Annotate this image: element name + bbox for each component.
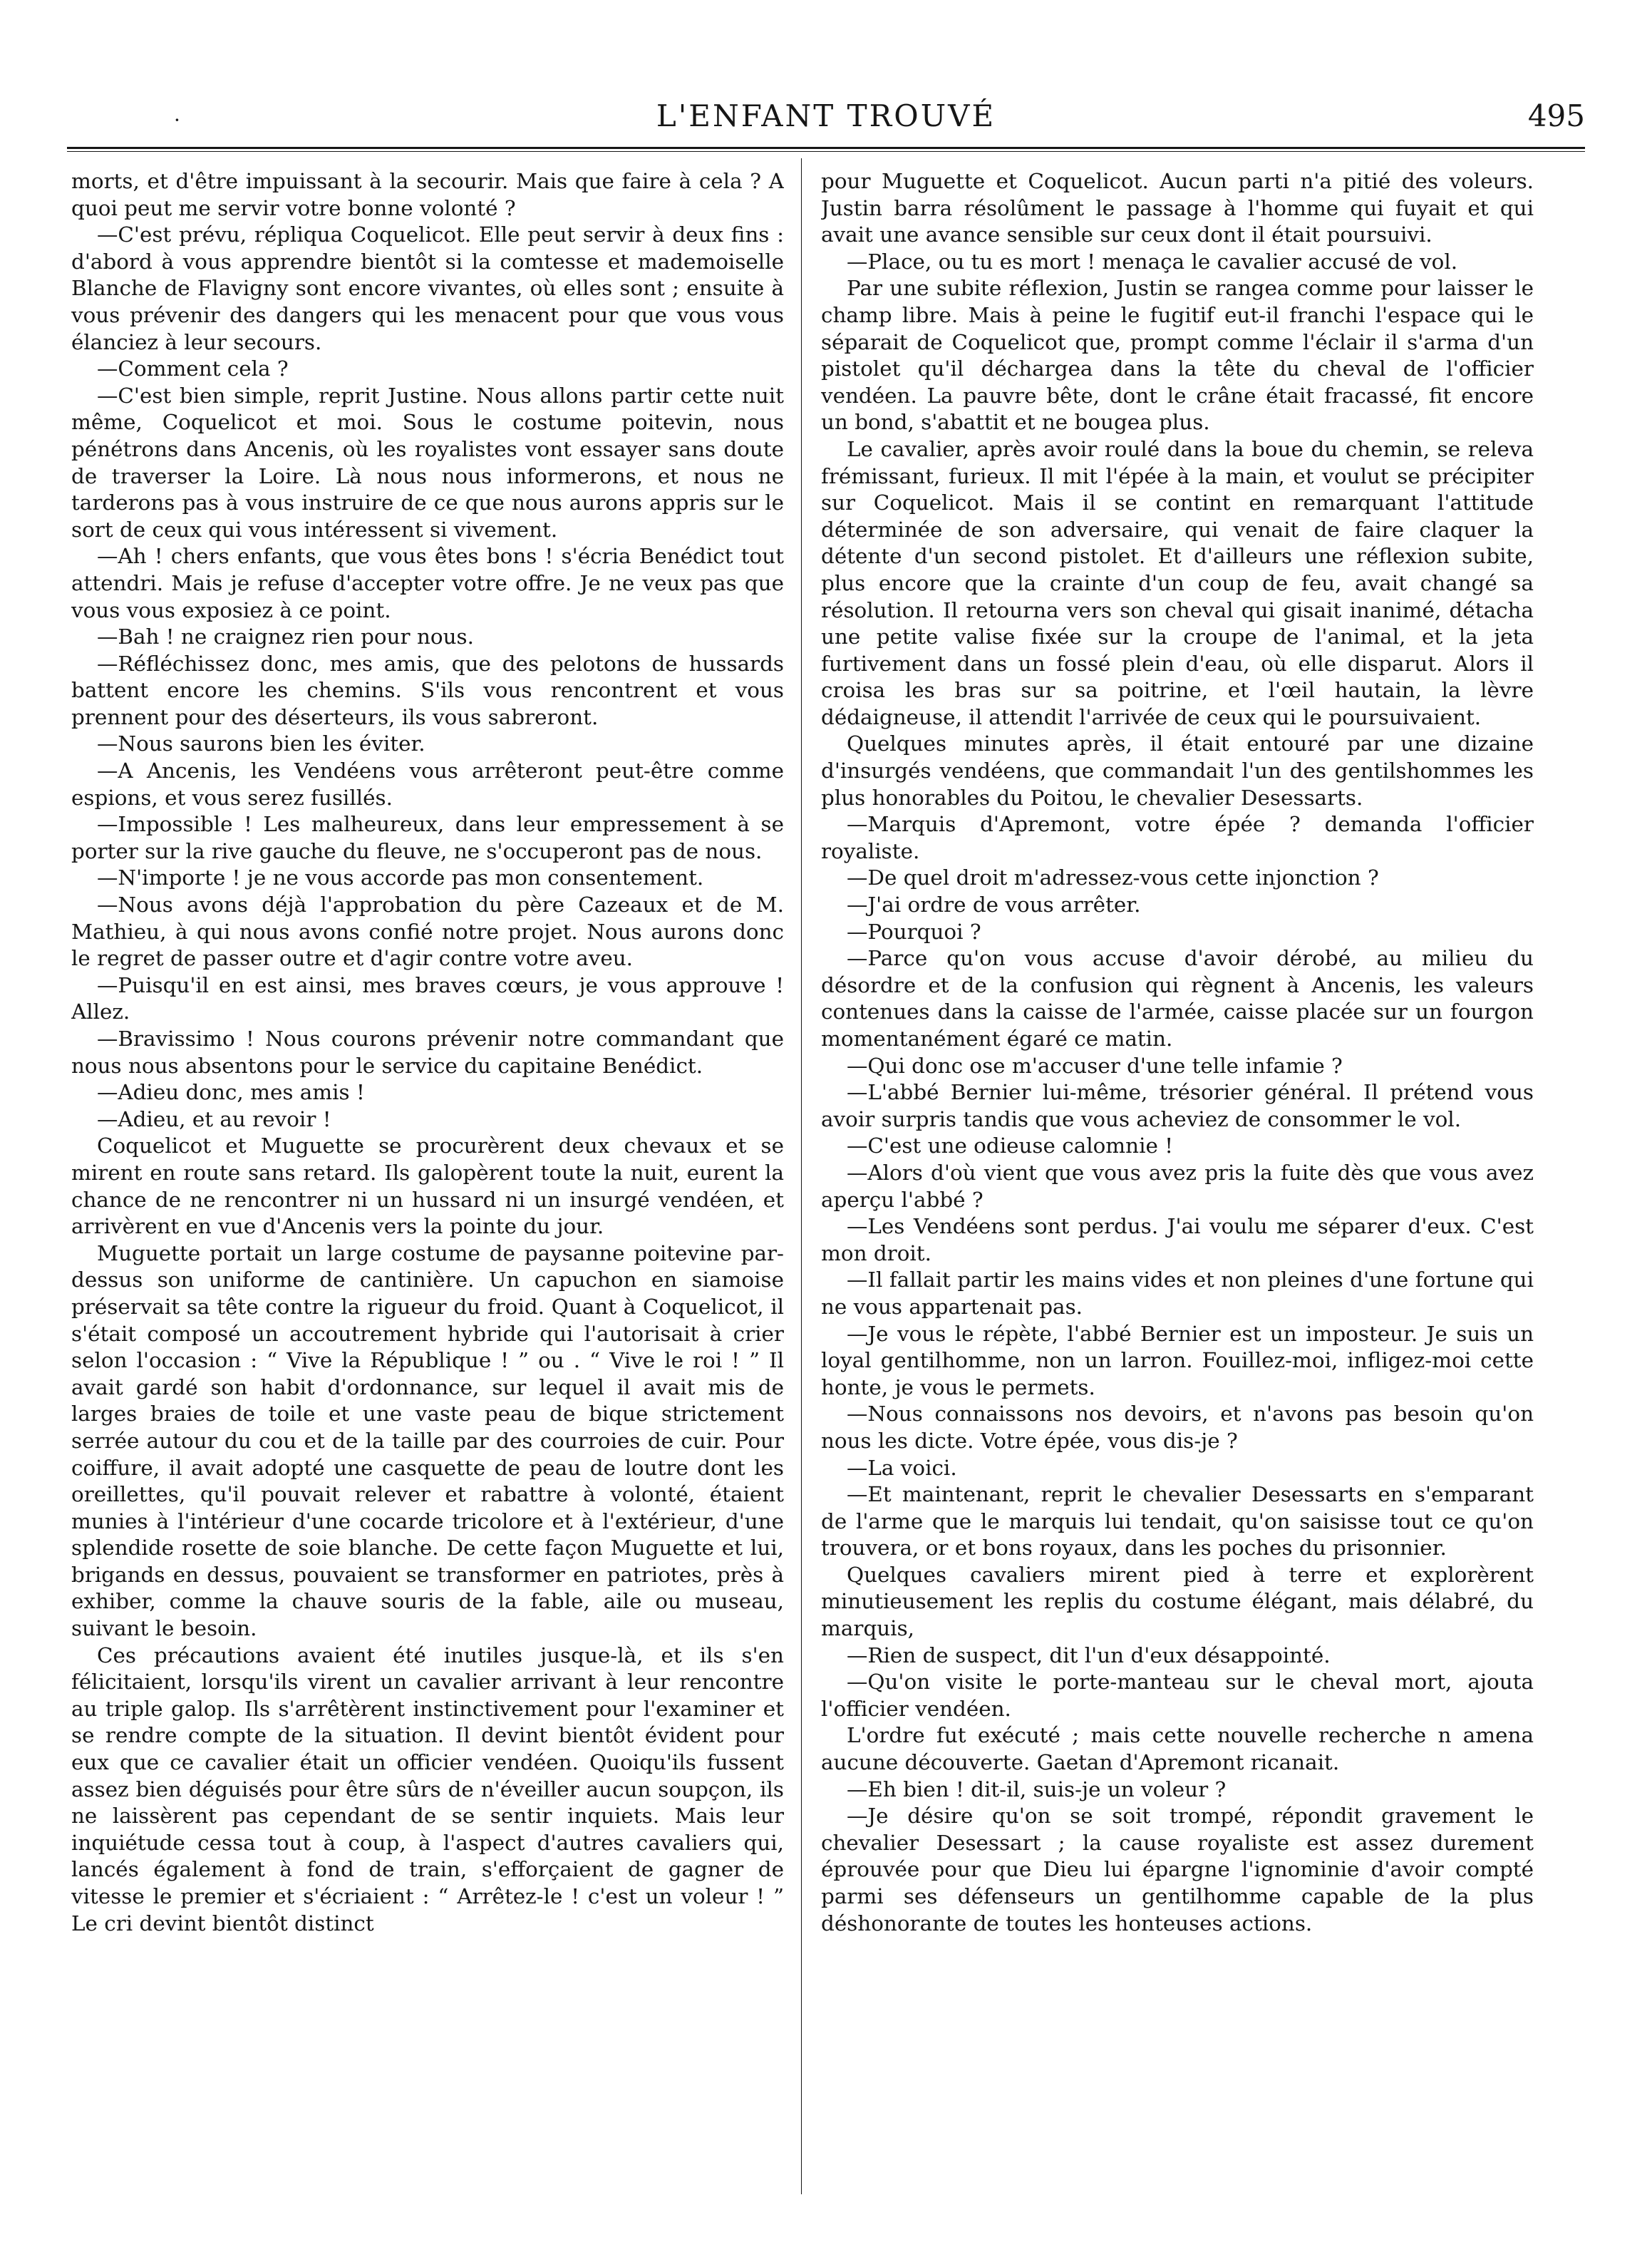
paragraph: —Ah ! chers enfants, que vous êtes bons ! s'écria Benédict tout attendri. Mais je refuse d'accepter votre offre. Je ne veux pas que vous vous exposiez à ce point.: [71, 544, 784, 622]
paragraph: morts, et d'être impuissant à la secourir. Mais que faire à cela ? A quoi peut me servir votre bonne volonté ?: [71, 169, 784, 220]
paragraph: —Adieu donc, mes amis !: [97, 1080, 365, 1105]
paragraph: —Nous saurons bien les éviter.: [97, 731, 425, 756]
paragraph: —Et maintenant, reprit le chevalier Desessarts en s'emparant de l'arme que le marquis lui tendait, qu'on saisisse tout ce qu'on trouvera, or et bons royaux, dans les poches du prisonnier.: [821, 1482, 1534, 1561]
running-title: L'ENFANT TROUVÉ: [656, 98, 996, 133]
header-rule-thick: [67, 147, 1585, 149]
paragraph: L'ordre fut exécuté ; mais cette nouvelle recherche n amena aucune découverte. Gaetan d'Apremont ricanait.: [821, 1723, 1534, 1775]
paragraph: —Bravissimo ! Nous courons prévenir notre commandant que nous nous absentons pour le service du capitaine Benédict.: [71, 1027, 784, 1078]
paragraph: —Je désire qu'on se soit trompé, répondit gravement le chevalier Desessart ; la cause royaliste est assez durement éprouvée pour que Dieu lui épargne l'ignominie d'avoir compté parmi ses défenseurs un gentilhomme capable de la plus déshonorante de toutes les honteuses actions.: [821, 1804, 1534, 1936]
header-dot: ·: [174, 108, 180, 132]
paragraph: Quelques cavaliers mirent pied à terre et explorèrent minutieusement les replis du costume élégant, mais délabré, du marquis,: [821, 1562, 1534, 1641]
paragraph: —Bah ! ne craignez rien pour nous.: [97, 624, 474, 649]
paragraph: —Puisqu'il en est ainsi, mes braves cœurs, je vous approuve ! Allez.: [71, 972, 784, 1024]
paragraph: —Impossible ! Les malheureux, dans leur empressement à se porter sur la rive gauche du fleuve, ne s'occuperont pas de nous.: [71, 812, 784, 863]
paragraph: —Comment cela ?: [97, 356, 289, 381]
paragraph: Ces précautions avaient été inutiles jusque-là, et ils s'en félicitaient, lorsqu'ils virent un cavalier arrivant à leur rencontre au triple galop. Ils s'arrêtèrent instinctivement pour l'examiner et se rendre compte de la situation. Il devint bientôt évident pour eux que ce cavalier était un officier vendéen. Quoiqu'ils fussent assez bien déguisés pour être sûrs de n'éveiller aucun soupçon, ils ne laissèrent pas cependant de se sentir inquiets. Mais leur inquiétude cessa tout à coup, à l'aspect d'autres cavaliers qui, lancés également à fond de train, s'efforçaient de gagner de vitesse le premier et s'écriaient : “ Arrêtez-le ! c'est un voleur ! ” Le cri devint bientôt distinct: [71, 1643, 784, 1936]
paragraph: Quelques minutes après, il était entouré par une dizaine d'insurgés vendéens, que commandait l'un des gentilshommes les plus honorables du Poitou, le chevalier Desessarts.: [821, 731, 1534, 810]
paragraph: —La voici.: [847, 1455, 957, 1480]
header-rule-thin: [67, 151, 1585, 152]
paragraph: —Les Vendéens sont perdus. J'ai voulu me séparer d'eux. C'est mon droit.: [821, 1214, 1534, 1265]
paragraph: —Place, ou tu es mort ! menaça le cavalier accusé de vol.: [847, 249, 1458, 274]
paragraph: Muguette portait un large costume de paysanne poitevine par-dessus son uniforme de cantinière. Un capuchon en siamoise préservait sa tête contre la rigueur du froid. Quant à Coquelicot, il s'était composé un accoutrement hybride qui l'autorisait à crier selon l'occasion : “ Vive la République ! ” ou . “ Vive le roi ! ” Il avait gardé son habit d'ordonnance, sur lequel il avait mis de larges braies de toile et une vaste peau de bique strictement serrée autour du cou et de la taille par des courroies de cuir. Pour coiffure, il avait adopté une casquette de peau de loutre dont les oreillettes, qu'il pouvait relever et rabattre à volonté, étaient munies à l'intérieur d'une cocarde tricolore et à l'extérieur, d'une splendide rosette de soie blanche. De cette façon Muguette et lui, brigands en dessus, pouvaient se transformer en patriotes, près à exhiber, comme la chauve souris de la fable, aile ou museau, suivant le besoin.: [71, 1240, 784, 1641]
paragraph: —Nous avons déjà l'approbation du père Cazeaux et de M. Mathieu, à qui nous avons confié notre projet. Nous aurons donc le regret de passer outre et d'agir contre votre aveu.: [71, 893, 784, 971]
running-header: [67, 98, 1585, 141]
paragraph: —Marquis d'Apremont, votre épée ? demanda l'officier royaliste.: [821, 812, 1534, 863]
paragraph: —Qu'on visite le porte-manteau sur le cheval mort, ajouta l'officier vendéen.: [821, 1670, 1534, 1721]
paragraph: —Pourquoi ?: [847, 919, 981, 944]
right-column: [821, 168, 1534, 2193]
left-column: [71, 168, 784, 2193]
paragraph: —Rien de suspect, dit l'un d'eux désappointé.: [847, 1643, 1331, 1667]
paragraph: Le cavalier, après avoir roulé dans la boue du chemin, se releva frémissant, furieux. Il mit l'épée à la main, et voulut se précipiter sur Coquelicot. Mais il se contint en remarquant l'attitude déterminée de son adversaire, qui venait de faire claquer la détente d'un second pistolet. Et d'ailleurs une réflexion subite, plus encore que la crainte d'un coup de feu, avait changé sa résolution. Il retourna vers son cheval qui gisait inanimé, détacha une petite valise fixée sur la croupe de l'animal, et la jeta furtivement dans un fossé plein d'eau, où elle disparut. Alors il croisa les bras sur sa poitrine, et l'œil hautain, la lèvre dédaigneuse, il attendit l'arrivée de ceux qui le poursuivaient.: [821, 436, 1534, 729]
column-divider: [801, 158, 802, 2194]
paragraph: —N'importe ! je ne vous accorde pas mon consentement.: [97, 865, 704, 890]
paragraph: —Il fallait partir les mains vides et non pleines d'une fortune qui ne vous appartenait pas.: [821, 1268, 1534, 1319]
paragraph: —Eh bien ! dit-il, suis-je un voleur ?: [847, 1777, 1227, 1801]
paragraph: —De quel droit m'adressez-vous cette injonction ?: [847, 865, 1379, 890]
paragraph: Par une subite réflexion, Justin se rangea comme pour laisser le champ libre. Mais à peine le fugitif eut-il franchi l'espace qui le séparait de Coquelicot que, prompt comme l'éclair il s'arma d'un pistolet qu'il déchargea dans la tête du cheval de l'officier vendéen. La pauvre bête, dont le crâne était fracassé, fit encore un bond, s'abattit et ne bougea plus.: [821, 276, 1534, 435]
page-number: 495: [1527, 98, 1585, 133]
paragraph: —C'est une odieuse calomnie !: [847, 1134, 1174, 1158]
paragraph: —L'abbé Bernier lui-même, trésorier général. Il prétend vous avoir surpris tandis que vous acheviez de consommer le vol.: [821, 1080, 1534, 1131]
paragraph: —Je vous le répète, l'abbé Bernier est un imposteur. Je suis un loyal gentilhomme, non un larron. Fouillez-moi, infligez-moi cette honte, je vous le permets.: [821, 1321, 1534, 1399]
paragraph: —C'est prévu, répliqua Coquelicot. Elle peut servir à deux fins : d'abord à vous apprendre bientôt si la comtesse et mademoiselle Blanche de Flavigny sont encore vivantes, où elles sont ; ensuite à vous prévenir des dangers qui les menacent pour que vous vous élanciez à leur secours.: [71, 222, 784, 354]
paragraph: —Adieu, et au revoir !: [97, 1106, 331, 1131]
paragraph: —C'est bien simple, reprit Justine. Nous allons partir cette nuit même, Coquelicot et moi. Sous le costume poitevin, nous pénétrons dans Ancenis, où les royalistes vont essayer sans doute de traverser la Loire. Là nous nous informerons, et nous ne tarderons pas à vous instruire de ce que nous aurons appris sur le sort de ceux qui vous intéressent si vivement.: [71, 383, 784, 542]
paragraph: —Alors d'où vient que vous avez pris la fuite dès que vous avez aperçu l'abbé ?: [821, 1160, 1534, 1212]
paragraph: —Réfléchissez donc, mes amis, que des pelotons de hussards battent encore les chemins. S'ils vous rencontrent et vous prennent pour des déserteurs, ils vous sabreront.: [71, 651, 784, 729]
paragraph: —Nous connaissons nos devoirs, et n'avons pas besoin qu'on nous les dicte. Votre épée, vous dis-je ?: [821, 1402, 1534, 1453]
paragraph: —A Ancenis, les Vendéens vous arrêteront peut-être comme espions, et vous serez fusillés.: [71, 759, 784, 810]
paragraph: —J'ai ordre de vous arrêter.: [847, 893, 1141, 917]
paragraph: Coquelicot et Muguette se procurèrent deux chevaux et se mirent en route sans retard. Ils galopèrent toute la nuit, eurent la chance de ne rencontrer ni un hussard ni un insurgé vendéen, et arrivèrent en vue d'Ancenis vers la pointe du jour.: [71, 1134, 784, 1239]
paragraph: pour Muguette et Coquelicot. Aucun parti n'a pitié des voleurs. Justin barra résolûment le passage à l'homme qui fuyait et qui avait une avance sensible sur ceux dont il était poursuivi.: [821, 169, 1534, 247]
paragraph: —Parce qu'on vous accuse d'avoir dérobé, au milieu du désordre et de la confusion qui règnent à Ancenis, les valeurs contenues dans la caisse de l'armée, caisse placée sur un fourgon momentanément égaré ce matin.: [821, 946, 1534, 1051]
paragraph: —Qui donc ose m'accuser d'une telle infamie ?: [847, 1053, 1343, 1078]
